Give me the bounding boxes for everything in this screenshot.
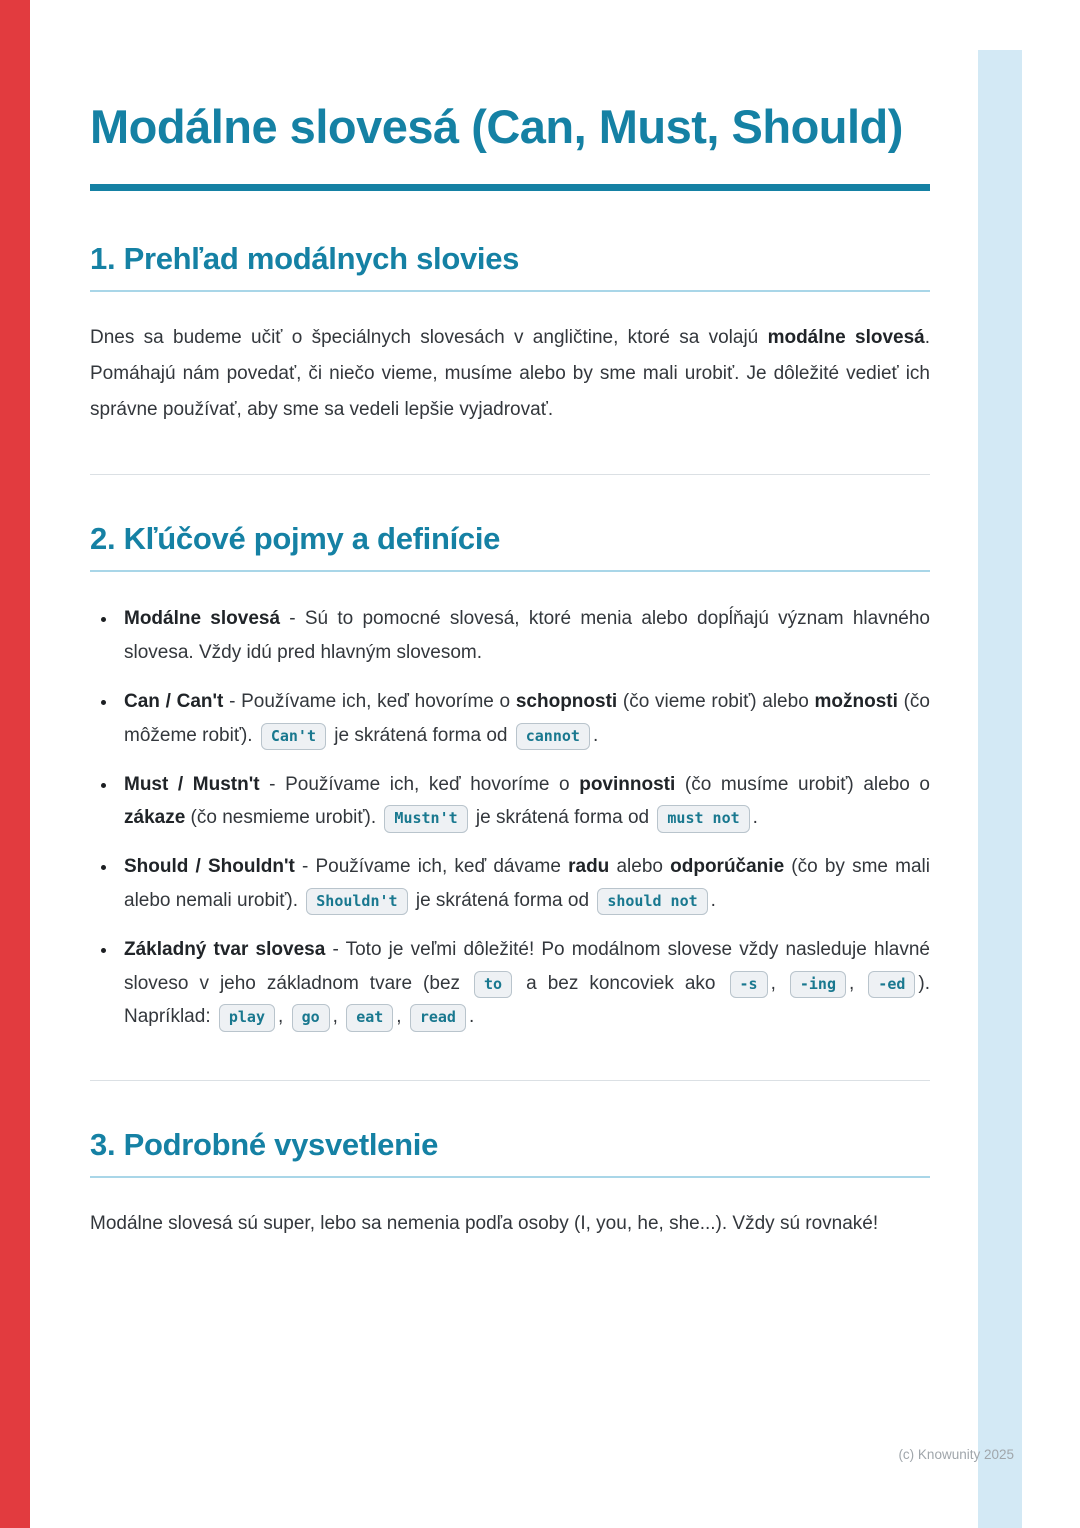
code-chip: Mustn't [384, 805, 467, 832]
title-rule [90, 184, 930, 191]
bold-text: povinnosti [579, 773, 676, 795]
code-chip: go [292, 1004, 330, 1031]
text-segment: - Používame ich, keď hovoríme o [259, 773, 580, 795]
bold-text: odporúčanie [670, 856, 785, 878]
text-segment: je skrátená forma od [470, 807, 655, 829]
bold-text: možnosti [814, 690, 898, 712]
text-segment: - Používame ich, keď hovoríme o [223, 690, 516, 712]
left-accent-bar [0, 0, 30, 1528]
section-heading-1: 1. Prehľad modálnych slovies [90, 241, 930, 292]
page-title: Modálne slovesá (Can, Must, Should) [90, 100, 903, 153]
text-segment: . [468, 1006, 475, 1028]
code-chip: to [474, 971, 512, 998]
list-item-modal-verbs [118, 602, 930, 670]
right-accent-stripe [978, 50, 1022, 1528]
code-chip: play [219, 1004, 275, 1031]
text-segment: (čo nesmieme urobiť). [185, 807, 382, 829]
list-item-should [118, 850, 930, 918]
text-segment: Dnes sa budeme učiť o špeciálnych slovesách v angličtine, ktoré sa volajú [90, 327, 768, 349]
text-segment: , [849, 972, 866, 994]
text-segment: - Používame ich, keď dávame [294, 856, 569, 878]
code-chip: -ed [868, 971, 915, 998]
code-chip: -s [730, 971, 768, 998]
text-segment: alebo [609, 856, 671, 878]
text-segment: . [710, 890, 716, 911]
section-overview [90, 241, 930, 428]
code-chip: Can't [261, 723, 326, 750]
text-segment: je skrátená forma od [410, 890, 595, 911]
text-segment: (čo vieme robiť) alebo [617, 690, 815, 712]
bold-text: Can / Can't [124, 690, 224, 712]
list-item-base-form [118, 933, 930, 1034]
code-chip: must not [657, 805, 749, 832]
text-segment: , [332, 1006, 344, 1028]
bold-text: Základný tvar slovesa [124, 938, 326, 960]
text-segment: (čo môžeme robiť). [124, 690, 930, 746]
text-segment: a bez koncoviek ako [515, 972, 727, 994]
detail-paragraph [90, 1206, 930, 1242]
text-segment: ). Napríklad: [124, 972, 930, 1028]
text-segment: - Sú to pomocné slovesá, ktoré menia alebo dopĺňajú význam hlavného slovesa. Vždy idú pred hlavným slovesom. [124, 608, 930, 664]
text-segment: , [770, 972, 787, 994]
bold-text: Should / Shouldn't [124, 856, 295, 878]
bold-text: schopnosti [515, 690, 618, 712]
text-segment: je skrátená forma od [328, 724, 513, 746]
text-segment: (čo musíme urobiť) alebo o [675, 773, 930, 795]
section-heading-3: 3. Podrobné vysvetlenie [90, 1127, 930, 1178]
text-segment: . [592, 724, 599, 746]
bold-text: Must / Mustn't [124, 773, 260, 795]
bold-text: radu [568, 856, 610, 878]
section-divider-1 [90, 474, 930, 475]
section-detail [90, 1127, 930, 1242]
text-segment: (čo by sme mali alebo nemali urobiť). [124, 856, 930, 911]
code-chip: -ing [790, 971, 846, 998]
list-item-can [118, 685, 930, 753]
text-segment: . Pomáhajú nám povedať, či niečo vieme, musíme alebo by sme mali urobiť. Je dôležité vedieť ich správne používať, aby sme sa vedeli lepšie vyjadrovať. [90, 327, 930, 421]
document-content [90, 0, 930, 1242]
code-chip: read [410, 1004, 466, 1031]
text-segment: , [278, 1006, 289, 1028]
bold-text: Modálne slovesá [124, 608, 281, 630]
overview-paragraph [90, 320, 930, 428]
bold-text: modálne slovesá [767, 327, 925, 349]
section-key-concepts [90, 521, 930, 1034]
text-segment: Modálne slovesá sú super, lebo sa nemenia podľa osoby (I, you, he, she...). Vždy sú rovnaké! [90, 1213, 879, 1235]
text-segment: . [752, 807, 758, 829]
text-segment: - Toto je veľmi dôležité! Po modálnom slovese vždy nasleduje hlavné sloveso v jeho základnom tvare (bez [124, 938, 930, 994]
key-concepts-list [90, 602, 930, 1034]
text-segment: , [396, 1006, 407, 1028]
list-item-must [118, 768, 930, 836]
footer-credit: (c) Knowunity 2025 [898, 1447, 1014, 1462]
code-chip: eat [346, 1004, 393, 1031]
code-chip: Shouldn't [306, 888, 407, 915]
section-divider-2 [90, 1080, 930, 1081]
code-chip: should not [597, 888, 707, 915]
bold-text: zákaze [124, 807, 186, 829]
code-chip: cannot [516, 723, 590, 750]
section-heading-2: 2. Kľúčové pojmy a definície [90, 521, 930, 572]
